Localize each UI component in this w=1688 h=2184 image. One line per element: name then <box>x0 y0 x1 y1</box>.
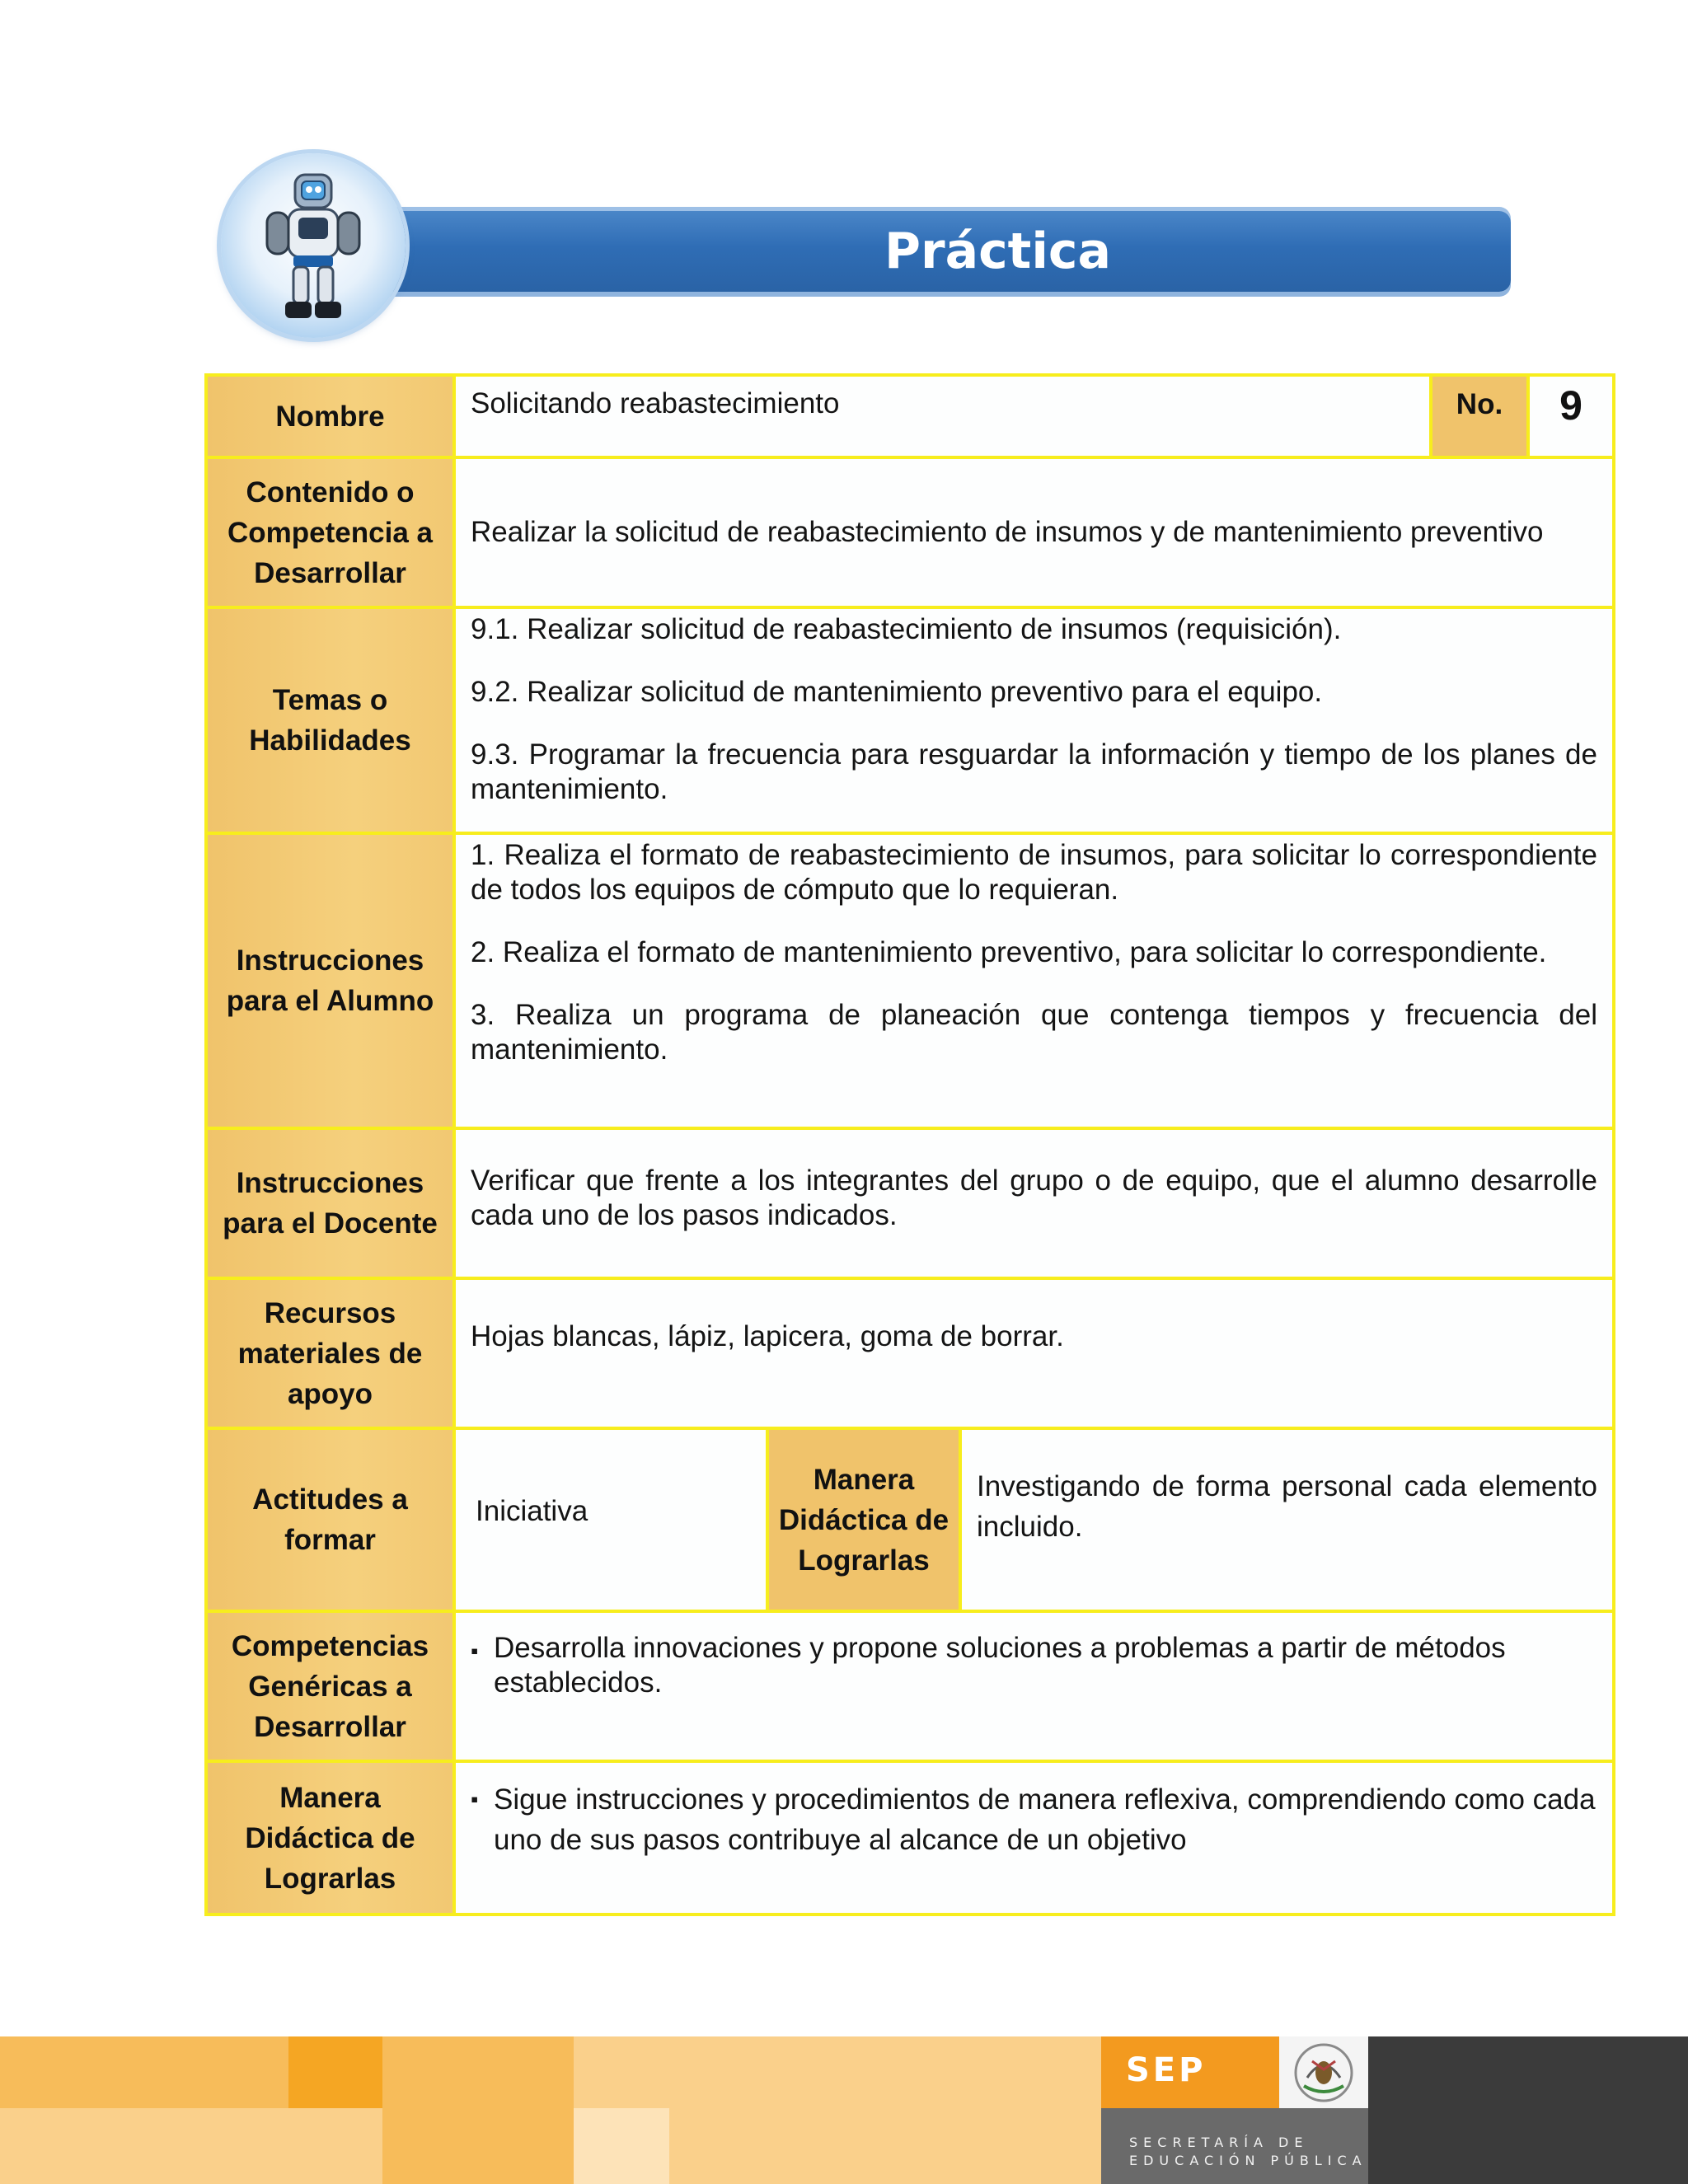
row-instrucciones-alumno <box>208 835 1612 1130</box>
instruccion-item: 3. Realiza un programa de planeación que contenga tiempos y frecuencia del mantenimiento. <box>471 999 1597 1066</box>
footer-block <box>382 2036 574 2184</box>
label-actitudes: Actitudes a formar <box>208 1430 456 1610</box>
footer-block <box>669 2108 1101 2184</box>
tema-item: 9.1. Realizar solicitud de reabastecimiento de insumos (requisición). <box>471 613 1342 645</box>
label-recursos: Recursos materiales de apoyo <box>208 1280 456 1427</box>
competencia-text: Desarrolla innovaciones y propone soluciones a problemas a partir de métodos establecidos. <box>494 1632 1506 1699</box>
label-number: No. <box>1429 377 1526 456</box>
row-manera <box>208 1763 1612 1913</box>
bullet-square-icon: ▪ <box>471 1638 479 1663</box>
instruccion-item: 2. Realiza el formato de mantenimiento preventivo, para solicitar lo correspondiente. <box>471 936 1547 968</box>
footer-block <box>0 2036 288 2108</box>
value-temas <box>456 609 1612 832</box>
value-instrucciones-alumno <box>456 835 1612 1127</box>
row-contenido <box>208 459 1612 609</box>
manera-text: Sigue instrucciones y procedimientos de manera reflexiva, comprendiendo como cada uno de sus pasos contribuye al alcance de un objetivo <box>494 1783 1596 1856</box>
actitud-text: Iniciativa <box>476 1495 588 1527</box>
sep-subtitle <box>1129 2134 1367 2170</box>
instruccion-item: 1. Realiza el formato de reabastecimiento de insumos, para solicitar lo correspondiente de todos los equipos de cómputo que lo requieran. <box>471 839 1597 906</box>
seal-box <box>1279 2036 1368 2108</box>
practice-table <box>204 373 1615 1916</box>
value-nombre: Solicitando reabastecimiento <box>456 377 1429 456</box>
sep-subtitle-line2: EDUCACIÓN PÚBLICA <box>1129 2153 1367 2168</box>
title-bar <box>386 211 1511 292</box>
mascot-badge <box>221 153 406 338</box>
value-actitudes <box>456 1430 766 1610</box>
label-instrucciones-alumno: Instrucciones para el Alumno <box>208 835 456 1127</box>
list-item <box>471 1631 1597 1700</box>
mexico-seal-icon <box>1279 2036 1368 2108</box>
tema-item: 9.3. Programar la frecuencia para resguardar la información y tiempo de los planes de mantenimiento. <box>471 738 1597 805</box>
value-manera-didactica: Investigando de forma personal cada elemento incluido. <box>962 1430 1612 1610</box>
contenido-text: Realizar la solicitud de reabastecimiento de insumos y de mantenimiento preventivo <box>471 516 1544 548</box>
label-temas: Temas o Habilidades <box>208 609 456 832</box>
sep-logo <box>1101 2036 1368 2184</box>
footer-band <box>0 2036 1688 2184</box>
tema-item: 9.2. Realizar solicitud de mantenimiento preventivo para el equipo. <box>471 676 1323 708</box>
bullet-square-icon: ▪ <box>471 1787 479 1811</box>
label-competencias: Competencias Genéricas a Desarrollar <box>208 1613 456 1760</box>
page-title: Práctica <box>884 223 1111 280</box>
row-recursos <box>208 1280 1612 1430</box>
value-contenido <box>456 459 1612 606</box>
value-instrucciones-docente <box>456 1130 1612 1277</box>
row-actitudes <box>208 1430 1612 1613</box>
row-nombre <box>208 377 1612 459</box>
docente-text: Verificar que frente a los integrantes del grupo o de equipo, que el alumno desarrolle cada uno de los pasos indicados. <box>471 1165 1597 1231</box>
label-manera: Manera Didáctica de Lograrlas <box>208 1763 456 1913</box>
robot-mascot-icon <box>264 170 363 326</box>
list-item <box>471 1779 1597 1860</box>
practice-number: 9 <box>1526 377 1612 456</box>
row-instrucciones-docente <box>208 1130 1612 1280</box>
footer-block <box>0 2108 382 2184</box>
label-nombre: Nombre <box>208 377 456 456</box>
label-contenido: Contenido o Competencia a Desarrollar <box>208 459 456 606</box>
sep-logo-box <box>1101 2036 1279 2108</box>
value-competencias <box>456 1613 1612 1760</box>
sep-logo-text: SEP <box>1126 2051 1207 2089</box>
sep-subtitle-line1: SECRETARÍA DE <box>1129 2135 1309 2150</box>
label-manera-didactica: Manera Didáctica de Lograrlas <box>766 1430 962 1610</box>
practice-header <box>221 153 1511 344</box>
footer-block <box>288 2036 382 2108</box>
row-temas <box>208 609 1612 835</box>
label-instrucciones-docente: Instrucciones para el Docente <box>208 1130 456 1277</box>
footer-block <box>574 2108 669 2184</box>
row-competencias <box>208 1613 1612 1763</box>
value-manera <box>456 1763 1612 1913</box>
footer-block <box>1368 2036 1688 2184</box>
value-recursos: Hojas blancas, lápiz, lapicera, goma de borrar. <box>456 1280 1612 1427</box>
footer-block <box>574 2036 1101 2108</box>
